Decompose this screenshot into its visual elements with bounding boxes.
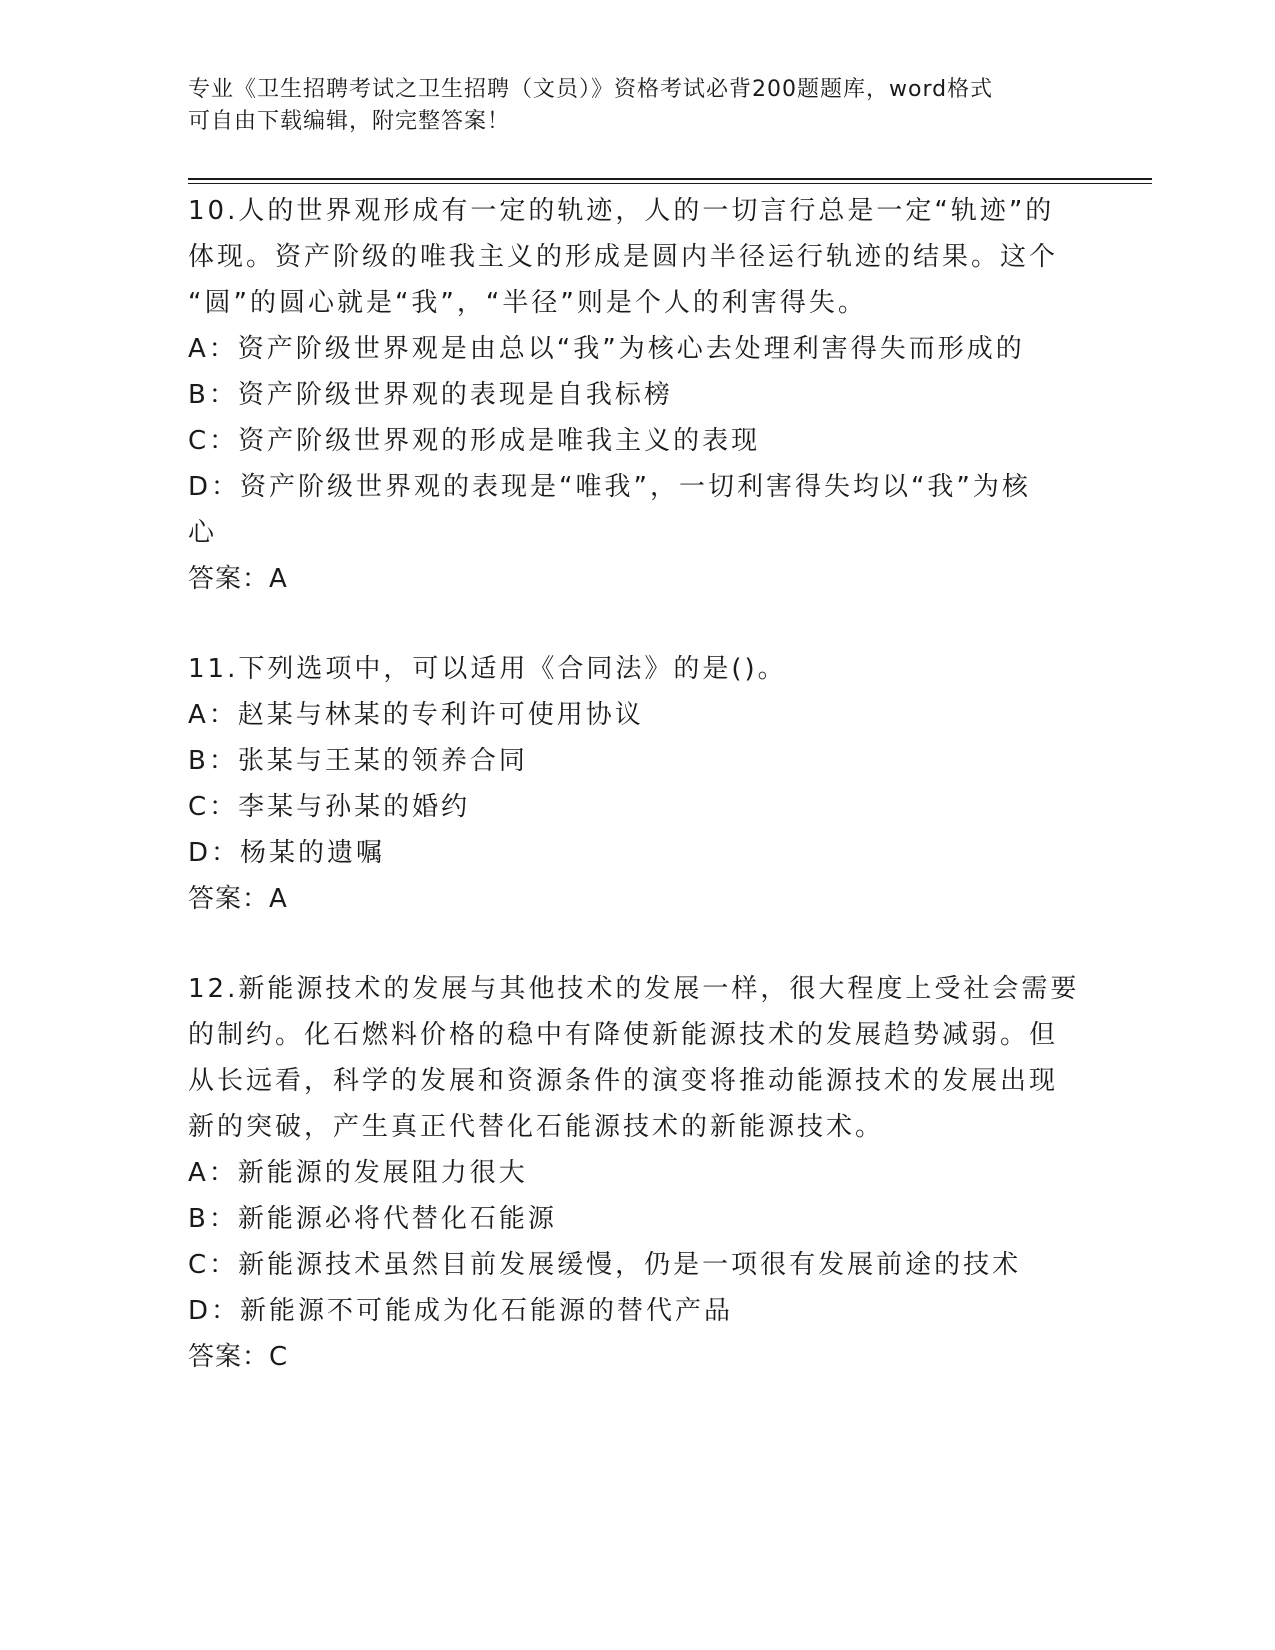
question-stem-line: 新的突破，产生真正代替化石能源技术的新能源技术。	[188, 1112, 885, 1142]
option-b: B：资产阶级世界观的表现是自我标榜	[188, 380, 673, 410]
header-line-2: 可自由下载编辑，附完整答案！	[188, 109, 511, 134]
option-c: C：新能源技术虽然目前发展缓慢，仍是一项很有发展前途的技术	[188, 1250, 1022, 1280]
option-b: B：张某与王某的领养合同	[188, 746, 528, 776]
header-divider-thick	[188, 178, 1152, 180]
option-d: D：新能源不可能成为化石能源的替代产品	[188, 1296, 734, 1326]
question-12	[188, 966, 1088, 1380]
document-header	[188, 74, 1088, 138]
header-divider-thin	[188, 183, 1152, 184]
option-b: B：新能源必将代替化石能源	[188, 1204, 557, 1234]
option-a: A：资产阶级世界观是由总以“我”为核心去处理利害得失而形成的	[188, 334, 1025, 364]
question-stem-line: 10.人的世界观形成有一定的轨迹，人的一切言行总是一定“轨迹”的	[188, 196, 1055, 226]
question-stem-line: 12.新能源技术的发展与其他技术的发展一样，很大程度上受社会需要	[188, 974, 1080, 1004]
question-stem-line: 从长远看，科学的发展和资源条件的演变将推动能源技术的发展出现	[188, 1066, 1059, 1096]
option-a: A：赵某与林某的专利许可使用协议	[188, 700, 644, 730]
question-stem-line: 的制约。化石燃料价格的稳中有降使新能源技术的发展趋势减弱。但	[188, 1020, 1059, 1050]
option-a: A：新能源的发展阻力很大	[188, 1158, 528, 1188]
answer: 答案：A	[188, 564, 288, 594]
option-d-continued: 心	[188, 518, 218, 548]
option-d: D：杨某的遗嘱	[188, 838, 386, 868]
option-c: C：资产阶级世界观的形成是唯我主义的表现	[188, 426, 761, 456]
question-stem-line: 11.下列选项中，可以适用《合同法》的是()。	[188, 654, 787, 684]
answer: 答案：A	[188, 884, 288, 914]
header-line-1: 专业《卫生招聘考试之卫生招聘（文员）》资格考试必背200题题库，word格式	[188, 77, 994, 102]
question-10	[188, 188, 1088, 602]
question-11	[188, 646, 1088, 922]
question-stem-line: “圆”的圆心就是“我”，“半径”则是个人的利害得失。	[188, 288, 867, 318]
question-stem-line: 体现。资产阶级的唯我主义的形成是圆内半径运行轨迹的结果。这个	[188, 242, 1059, 272]
option-c: C：李某与孙某的婚约	[188, 792, 471, 822]
option-d: D：资产阶级世界观的表现是“唯我”，一切利害得失均以“我”为核	[188, 472, 1031, 502]
answer: 答案：C	[188, 1342, 289, 1372]
